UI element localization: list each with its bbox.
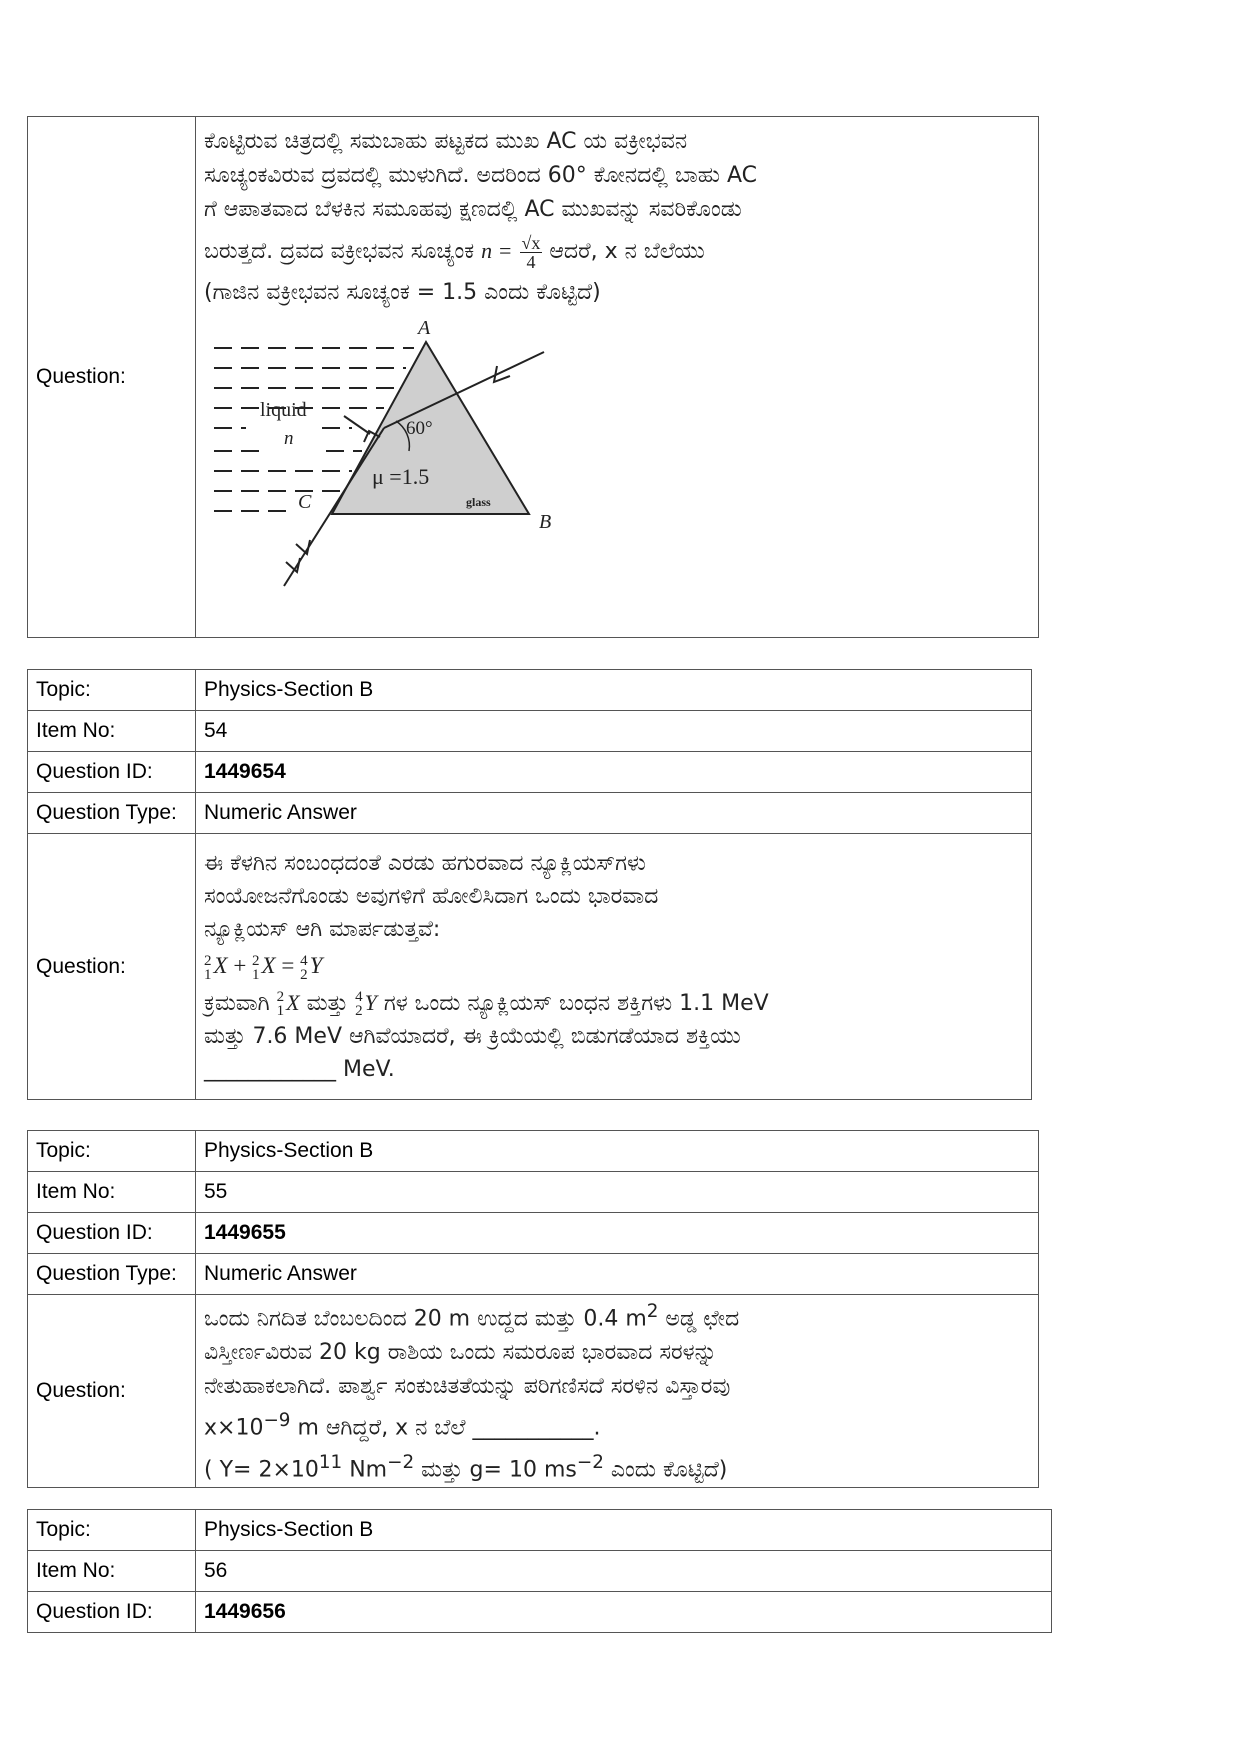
- item-no-value: 56: [196, 1551, 1052, 1592]
- question-text: ಕೊಟ್ಟಿರುವ ಚಿತ್ರದಲ್ಲಿ ಸಮಬಾಹು ಪಟ್ಟಕದ ಮುಖ AC ಯ ವಕ್ರೀಭವನ ಸೂಚ್ಯಂಕವಿರುವ ದ್ರವದಲ್ಲಿ ಮುಳುಗಿದೆ. ಅದರಿಂದ 60° ಕೋನದಲ್ಲಿ ಬಾಹು AC ಗೆ ಆಪಾತವಾದ ಬೆಳಕಿನ ಸಮೂಹವು ಕ್ಷಣದಲ್ಲಿ AC ಮುಖವನ್ನು ಸವರಿಕೊಂಡು ಬರುತ್ತದೆ. ದ್ರವದ ವಕ್ರೀಭವನ ಸೂಚ್ಯಂಕ n = $\frac{√x}{4}$ ಆದರೆ, x ನ ಬೆಲೆಯು (ಗಾಜಿನ ವಕ್ರೀಭವನ ಸೂಚ್ಯಂಕ = 1.5 ಎಂದು ಕೊಟ್ಟಿದೆ): [204, 129, 758, 305]
- item-no-label: Item No:: [28, 1551, 196, 1592]
- fraction: $\frac{√x}{4}$: [521, 232, 541, 272]
- question-type-label: Question Type:: [28, 1254, 196, 1295]
- label-c: C: [298, 491, 312, 513]
- topic-label: Topic:: [28, 1510, 196, 1551]
- label-a: A: [418, 317, 431, 339]
- question-type-label: Question Type:: [28, 793, 196, 834]
- topic-value: Physics-Section B: [196, 1510, 1052, 1551]
- question-table-prev: [27, 116, 1039, 638]
- topic-value: Physics-Section B: [196, 670, 1032, 711]
- question-table-54: [27, 669, 1032, 1100]
- question-type-value: Numeric Answer: [196, 1254, 1039, 1295]
- topic-label: Topic:: [28, 1131, 196, 1172]
- question-id-label: Question ID:: [28, 1213, 196, 1254]
- question-content: [196, 117, 1039, 638]
- question-label: Question:: [28, 117, 196, 638]
- glass-label: glass: [466, 495, 491, 509]
- question-text: ಒಂದು ನಿಗದಿತ ಬೆಂಬಲದಿಂದ 20 m ಉದ್ದದ ಮತ್ತು 0.4 $m^2$ ಅಡ್ಡ ಛೇದ ವಿಸ್ತೀರ್ಣವಿರುವ 20 kg ರಾಶಿಯ ಒಂದು ಸಮರೂಪ ಭಾರವಾದ ಸರಳನ್ನು ನೇತುಹಾಕಲಾಗಿದೆ. ಪಾರ್ಶ್ವ ಸಂಕುಚಿತತೆಯನ್ನು ಪರಿಗಣಿಸದೆ ಸರಳಿನ ವಿಸ್ತಾರವು $x\times 10^{-9}$ m ಆಗಿದ್ದರೆ, x ನ ಬೆಲೆ ___________. ( $Y= 2\times 10^{11}$ $Nm^{-2}$ ಮತ್ತು g= 10 $ms^{-2}$ ಎಂದು ಕೊಟ್ಟಿದೆ): [204, 1301, 740, 1482]
- label-b: B: [539, 511, 552, 533]
- angle-label: 60°: [406, 418, 433, 439]
- item-no-label: Item No:: [28, 1172, 196, 1213]
- prism-figure: [204, 316, 564, 606]
- question-label: Question:: [28, 834, 196, 1100]
- nuclear-equation: 2 1 X + 2 1 X = 4 2 Y: [204, 952, 323, 983]
- question-content: [196, 1295, 1039, 1488]
- question-id-value: 1449654: [196, 752, 1032, 793]
- question-text: ಈ ಕೆಳಗಿನ ಸಂಬಂಧದಂತೆ ಎರಡು ಹಗುರವಾದ ನ್ಯೂಕ್ಲಿಯಸ್‌ಗಳು ಸಂಯೋಜನೆಗೊಂಡು ಅವುಗಳಿಗೆ ಹೋಲಿಸಿದಾಗ ಒಂದು ಭಾರವಾದ ನ್ಯೂಕ್ಲಿಯಸ್ ಆಗಿ ಮಾರ್ಪಡುತ್ತವೆ: 2 1 X + 2 1 X = 4 2 Y ಕ್ರಮವಾಗಿ 2 1 X ಮತ್ತು 4 2 Y ಗಳ ಒಂದು ನ್ಯೂಕ್ಲಿಯಸ್ ಬಂಧನ ಶಕ್ತಿಗಳು 1.1 MeV ಮತ್ತು 7.6 MeV ಆಗಿವೆಯಾದರೆ, ಈ ಕ್ರಿಯೆಯಲ್ಲಿ ಬಿಡುಗಡೆಯಾದ ಶಕ್ತಿಯು ____________ MeV.: [204, 847, 1023, 1086]
- topic-label: Topic:: [28, 670, 196, 711]
- liquid-label: liquid: [260, 399, 307, 421]
- question-id-value: 1449655: [196, 1213, 1039, 1254]
- item-no-label: Item No:: [28, 711, 196, 752]
- mu-label: μ =1.5: [372, 464, 430, 489]
- question-content: [196, 834, 1032, 1100]
- question-id-label: Question ID:: [28, 752, 196, 793]
- question-label: Question:: [28, 1295, 196, 1488]
- question-table-55: [27, 1130, 1039, 1488]
- item-no-value: 54: [196, 711, 1032, 752]
- question-id-label: Question ID:: [28, 1592, 196, 1633]
- question-table-56: [27, 1509, 1052, 1633]
- question-type-value: Numeric Answer: [196, 793, 1032, 834]
- topic-value: Physics-Section B: [196, 1131, 1039, 1172]
- n-label: n: [284, 428, 294, 449]
- question-id-value: 1449656: [196, 1592, 1052, 1633]
- item-no-value: 55: [196, 1172, 1039, 1213]
